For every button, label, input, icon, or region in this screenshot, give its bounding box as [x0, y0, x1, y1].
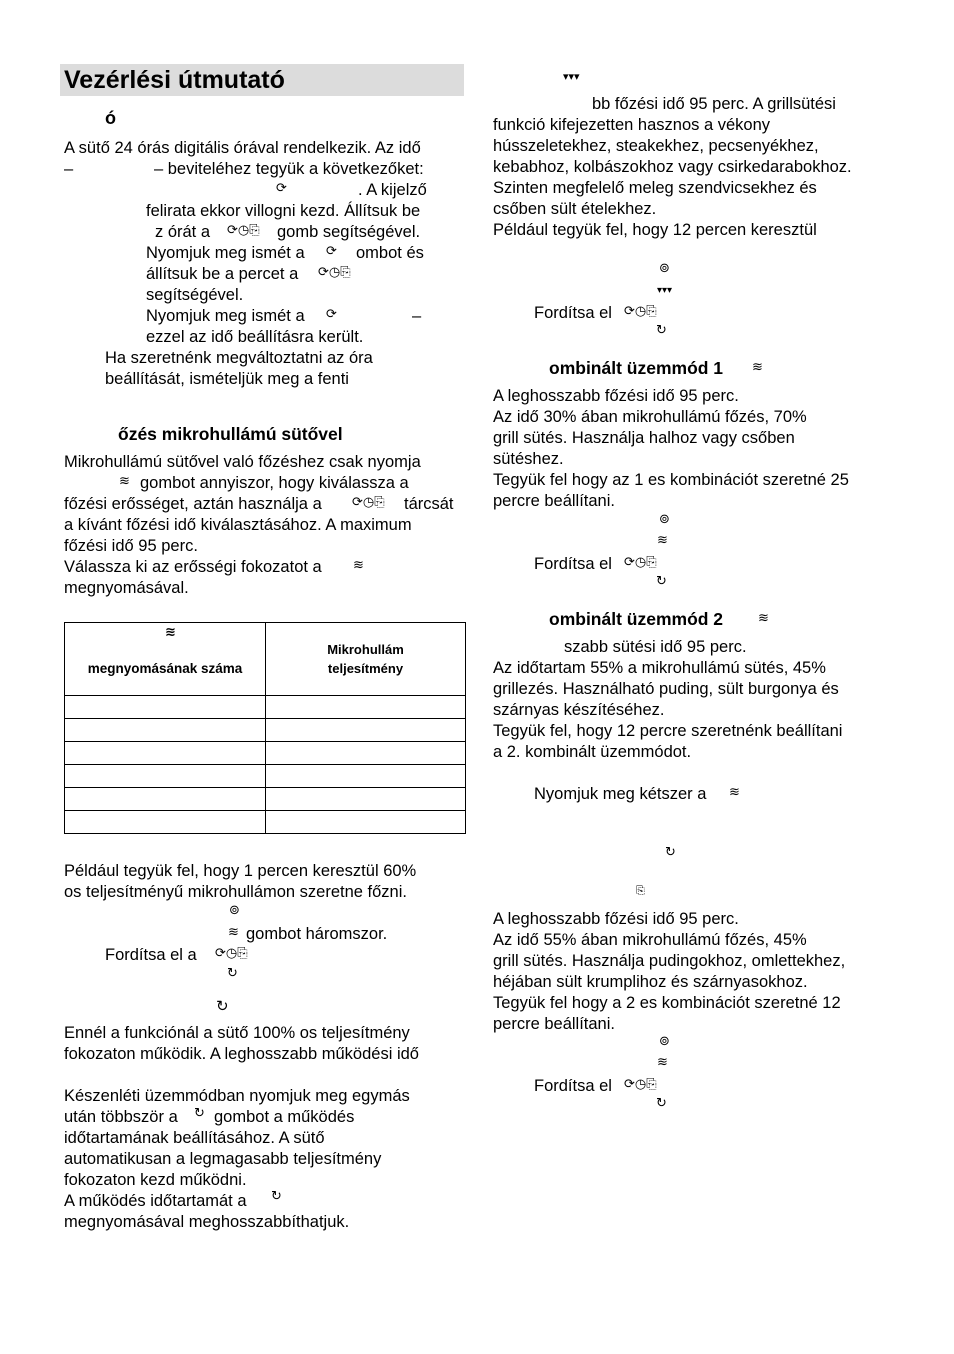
text-line: megnyomásával.	[64, 579, 189, 597]
text-line: időtartamának beállításához. A sütő	[64, 1129, 325, 1147]
combo-icon: ≋	[729, 785, 740, 800]
text-line: A működés időtartamát a	[64, 1192, 247, 1210]
text-line: Például tegyük fel, hogy 12 percen keresztül	[493, 221, 817, 239]
text-line: a kívánt főzési idő kiválasztásához. A maximum	[64, 516, 412, 534]
table-row	[65, 696, 466, 719]
text-line: Tegyük fel hogy a 2 es kombinációt szeretné 12	[493, 994, 841, 1012]
table-row	[65, 788, 466, 811]
micro-heading: őzés mikrohullámú sütővel	[118, 424, 343, 444]
text-line: Az idő 30% ában mikrohullámú főzés, 70%	[493, 408, 807, 426]
text-line: Mikrohullámú sütővel való főzéshez csak nyomja	[64, 453, 421, 471]
start-icon: ↻	[665, 845, 676, 860]
text-line: gombot annyiszor, hogy kiválassza a	[140, 474, 409, 492]
table-header-power: Mikrohullám teljesítmény	[266, 623, 466, 696]
text-line: beállítását, ismételjük meg a fenti	[105, 370, 349, 388]
text-line: –	[64, 160, 74, 178]
text-line: megnyomásával meghosszabbíthatjuk.	[64, 1213, 350, 1231]
text-line: bb főzési idő 95 perc. A grillsütési	[592, 95, 836, 113]
text-line: percre beállítani.	[493, 1015, 615, 1033]
clock-button-icon: ⟳	[276, 181, 287, 196]
text-line: –	[412, 307, 422, 325]
combo2-heading: ombinált üzemmód 2	[549, 609, 724, 629]
combo1-heading: ombinált üzemmód 1	[549, 358, 724, 378]
table-row	[65, 765, 466, 788]
text-line: os teljesítményű mikrohullámon szeretne főzni.	[64, 883, 407, 901]
dial-icon: ⟳◷⎘	[624, 304, 657, 319]
text-line: Válassza ki az erősségi fokozatot a	[64, 558, 322, 576]
page-title: Vezérlési útmutató	[64, 66, 285, 94]
combo-icon: ≋	[752, 360, 763, 375]
dial-icon: ⟳◷⎘	[624, 555, 657, 570]
text-line: fokozaton működik. A leghosszabb működési idő	[64, 1045, 419, 1063]
text-line: gombot a működés	[214, 1108, 355, 1126]
text-line: Szinten megfelelő meleg szendvicsekhez és	[493, 179, 817, 197]
text-line: Az időtartam 55% a mikrohullámú sütés, 45%	[493, 659, 826, 677]
text-line: funkció kifejezetten hasznos a vékony	[493, 116, 770, 134]
text-line: A leghosszabb főzési idő 95 perc.	[493, 910, 739, 928]
text-line: Ennél a funkciónál a sütő 100% os teljesítmény	[64, 1024, 410, 1042]
text-line: után többször a	[64, 1108, 178, 1126]
text-line: grillezés. Használható puding, sült burgonya és	[493, 680, 839, 698]
text-line: z órát a	[155, 223, 211, 241]
dial-icon: ⟳◷⎘	[227, 223, 260, 238]
text-line: ombot és	[356, 244, 424, 262]
dial-icon: ⟳◷⎘	[318, 265, 351, 280]
text-line: fokozaton kezd működni.	[64, 1171, 247, 1189]
text-line: szabb sütési idő 95 perc.	[564, 638, 747, 656]
text-line: Fordítsa el	[534, 555, 612, 573]
microwave-icon: ≋	[353, 558, 364, 573]
start-icon: ↻	[227, 966, 238, 981]
stop-icon: ⊚	[659, 1034, 670, 1049]
text-line: Fordítsa el	[534, 1077, 612, 1095]
text-line: A leghosszabb főzési idő 95 perc.	[493, 387, 739, 405]
text-line: – beviteléhez tegyük a következőket:	[154, 160, 424, 178]
text-line: sütéshez.	[493, 450, 564, 468]
text-line: kebabhoz, kolbászokhoz vagy csirkedarabokhoz.	[493, 158, 852, 176]
text-line: gomb segítségével.	[277, 223, 421, 241]
text-line: grill sütés. Használja pudingokhoz, omlettekhez,	[493, 952, 846, 970]
start-icon: ↻	[656, 323, 667, 338]
text-line: Nyomjuk meg kétszer a	[534, 785, 707, 803]
stop-icon: ⊚	[659, 512, 670, 527]
text-line: főzési erősséget, aztán használja a	[64, 495, 322, 513]
text-line: Nyomjuk meg ismét a	[146, 307, 305, 325]
microwave-icon: ≋	[165, 625, 176, 640]
grill-icon: ▾▾▾	[563, 70, 580, 83]
text-line: automatikusan a legmagasabb teljesítmény	[64, 1150, 382, 1168]
combo-icon: ≋	[657, 1055, 668, 1070]
text-line: felirata ekkor villogni kezd. Állítsuk be	[146, 202, 421, 220]
stop-icon: ⊚	[229, 903, 240, 918]
clock-button-icon: ⟳	[326, 244, 337, 259]
text-line: szárnyas készítéséhez.	[493, 701, 665, 719]
text-line: . A kijelző	[358, 181, 427, 199]
table-header-presses	[65, 623, 266, 696]
power-table	[64, 622, 466, 834]
text-line: Nyomjuk meg ismét a	[146, 244, 305, 262]
stop-icon: ⊚	[659, 261, 670, 276]
combo-icon: ≋	[758, 611, 769, 626]
start-icon: ↻	[194, 1106, 205, 1121]
text-line: állítsuk be a percet a	[146, 265, 299, 283]
text-line: ezzel az idő beállításra került.	[146, 328, 364, 346]
table-row	[65, 811, 466, 834]
header-label: megnyomásának száma	[87, 661, 243, 676]
grill-icon: ▾▾▾	[657, 285, 673, 296]
text-line: Fordítsa el	[534, 304, 612, 322]
text-line: Például tegyük fel, hogy 1 percen keresztül 60%	[64, 862, 417, 880]
start-icon: ↻	[271, 1189, 282, 1204]
text-line: gombot háromszor.	[246, 925, 388, 943]
dial-icon: ⟳◷⎘	[215, 946, 248, 961]
text-line: segítségével.	[146, 286, 244, 304]
text-line: Tegyük fel hogy az 1 es kombinációt szeretné 25	[493, 471, 849, 489]
text-line: főzési idő 95 perc.	[64, 537, 198, 555]
text-line: Ha szeretnénk megváltoztatni az óra	[105, 349, 373, 367]
clock-heading: ó	[105, 108, 116, 128]
text-line: hússzeletekhez, steakekhez, pecsenyékhez,	[493, 137, 819, 155]
clock-button-icon: ⟳	[326, 307, 337, 322]
text-line: percre beállítani.	[493, 492, 615, 510]
microwave-icon: ≋	[228, 925, 239, 940]
text-line: tárcsát	[404, 495, 454, 513]
text-line: a 2. kombinált üzemmódot.	[493, 743, 692, 761]
start-icon: ↻	[216, 997, 229, 1015]
start-icon: ↻	[656, 574, 667, 589]
start-icon: ↻	[656, 1096, 667, 1111]
dial-icon: ⟳◷⎘	[624, 1077, 657, 1092]
combo-icon: ≋	[657, 533, 668, 548]
text-line: grill sütés. Használja halhoz vagy csőben	[493, 429, 795, 447]
table-row	[65, 719, 466, 742]
text-line: héjában sült krumplihoz és szárnyasokhoz.	[493, 973, 808, 991]
text-line: A sütő 24 órás digitális órával rendelkezik. Az idő	[64, 139, 421, 157]
dial-icon: ⟳◷⎘	[352, 495, 385, 510]
microwave-icon: ≋	[119, 474, 130, 489]
text-line: Fordítsa el a	[105, 946, 197, 964]
text-line: csőben sült ételekhez.	[493, 200, 657, 218]
text-line: Készenléti üzemmódban nyomjuk meg egymás	[64, 1087, 410, 1105]
text-line: Az idő 55% ában mikrohullámú főzés, 45%	[493, 931, 807, 949]
table-row	[65, 742, 466, 765]
memory-icon: ⎘	[636, 884, 645, 897]
text-line: Tegyük fel, hogy 12 percre szeretnénk beállítani	[493, 722, 843, 740]
